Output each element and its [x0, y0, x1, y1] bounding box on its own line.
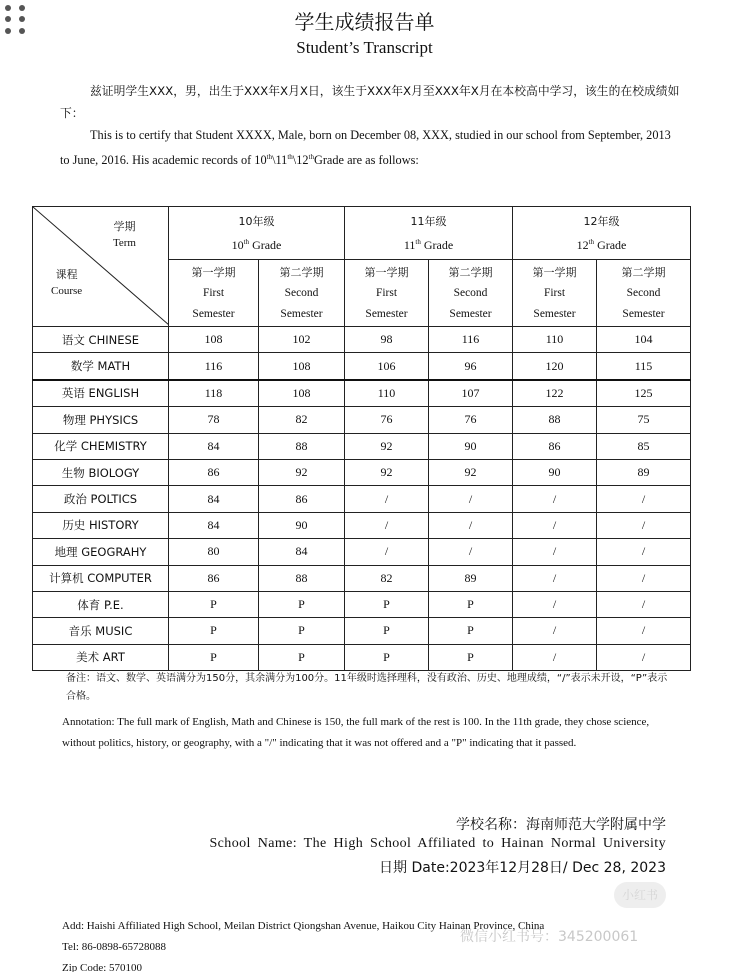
- score-cell: 116: [169, 353, 259, 380]
- subject-cell: 英语 ENGLISH: [33, 380, 169, 407]
- semester-header-first: 第一学期 First Semester: [345, 260, 429, 327]
- subject-cell: 美术 ART: [33, 644, 169, 670]
- score-cell: P: [259, 618, 345, 644]
- score-cell: 82: [345, 565, 429, 591]
- score-cell: /: [513, 591, 597, 617]
- course-label: 课程 Course: [51, 268, 83, 297]
- title-chinese: 学生成绩报告单: [294, 10, 435, 34]
- score-cell: 104: [597, 327, 691, 353]
- score-cell: P: [259, 591, 345, 617]
- score-cell: 108: [259, 353, 345, 380]
- issue-date: 日期 Date:2023年12月28日/ Dec 28, 2023: [379, 860, 666, 876]
- score-cell: 84: [169, 433, 259, 459]
- score-cell: 90: [429, 433, 513, 459]
- score-cell: 110: [345, 380, 429, 407]
- subject-cell: 物理 PHYSICS: [33, 407, 169, 433]
- score-cell: P: [169, 591, 259, 617]
- score-cell: /: [597, 486, 691, 512]
- score-cell: /: [597, 565, 691, 591]
- annotation-english: Annotation: The full mark of English, Math and Chinese is 150, the full mark of the rest is 100. In the 11th grade, they chose science, without politics, history, or geography, with a "/" indicating that it was not offered and a "P" indicating that it passed.: [62, 716, 650, 749]
- score-cell: P: [429, 644, 513, 670]
- table-row: [33, 539, 691, 565]
- certification-paragraph-english: This is to certify that Student XXXX, Male, born on December 08, XXX, studied in our school from September, 2013 to June, 2016. His academic records of 10th\11th\12thGrade are as follows:: [60, 128, 671, 168]
- score-cell: /: [429, 486, 513, 512]
- semester-header-second: 第二学期 Second Semester: [597, 260, 691, 327]
- score-cell: /: [597, 591, 691, 617]
- score-cell: 102: [259, 327, 345, 353]
- score-cell: 122: [513, 380, 597, 407]
- score-cell: P: [429, 618, 513, 644]
- score-cell: 88: [513, 407, 597, 433]
- score-cell: 76: [429, 407, 513, 433]
- score-cell: P: [345, 618, 429, 644]
- score-cell: /: [513, 486, 597, 512]
- score-cell: 92: [429, 459, 513, 485]
- table-row: [33, 512, 691, 538]
- score-cell: 116: [429, 327, 513, 353]
- semester-header-first: 第一学期 First Semester: [169, 260, 259, 327]
- table-row: [33, 459, 691, 485]
- score-cell: 82: [259, 407, 345, 433]
- score-cell: P: [169, 644, 259, 670]
- score-cell: 86: [513, 433, 597, 459]
- score-cell: 75: [597, 407, 691, 433]
- score-cell: P: [259, 644, 345, 670]
- subject-cell: 政治 POLTICS: [33, 486, 169, 512]
- table-row: [33, 644, 691, 670]
- semester-header-second: 第二学期 Second Semester: [259, 260, 345, 327]
- score-cell: /: [513, 512, 597, 538]
- score-cell: /: [513, 644, 597, 670]
- score-cell: /: [513, 618, 597, 644]
- score-cell: 125: [597, 380, 691, 407]
- score-cell: 120: [513, 353, 597, 380]
- score-cell: /: [345, 486, 429, 512]
- score-cell: 86: [169, 565, 259, 591]
- score-cell: 96: [429, 353, 513, 380]
- semester-header-second: 第二学期 Second Semester: [429, 260, 513, 327]
- score-cell: 108: [169, 327, 259, 353]
- score-cell: P: [429, 591, 513, 617]
- school-name-chinese: 学校名称：海南师范大学附属中学: [456, 817, 666, 833]
- score-cell: 92: [345, 459, 429, 485]
- diagonal-header-cell: [33, 207, 169, 327]
- subject-cell: 地理 GEOGRAHY: [33, 539, 169, 565]
- score-cell: /: [597, 512, 691, 538]
- score-cell: 88: [259, 565, 345, 591]
- score-cell: 110: [513, 327, 597, 353]
- score-cell: 118: [169, 380, 259, 407]
- score-cell: 115: [597, 353, 691, 380]
- score-cell: /: [513, 565, 597, 591]
- score-cell: 84: [259, 539, 345, 565]
- semester-header-first: 第一学期 First Semester: [513, 260, 597, 327]
- title-english: Student’s Transcript: [296, 38, 433, 57]
- score-cell: /: [597, 644, 691, 670]
- score-cell: 86: [259, 486, 345, 512]
- score-cell: 106: [345, 353, 429, 380]
- score-cell: 108: [259, 380, 345, 407]
- table-row: [33, 618, 691, 644]
- school-name-english: School Name: The High School Affiliated to Hainan Normal University: [209, 836, 666, 851]
- footer-address: Add: Haishi Affiliated High School, Meilan District Qiongshan Avenue, Haikou City Hainan Province, China: [62, 920, 545, 932]
- footer-telephone: Tel: 86-0898-65728088: [62, 941, 167, 953]
- grade-header-10: 10年级 10th Grade: [169, 207, 345, 260]
- score-cell: P: [345, 591, 429, 617]
- score-cell: 80: [169, 539, 259, 565]
- score-cell: 86: [169, 459, 259, 485]
- score-cell: /: [597, 618, 691, 644]
- score-cell: /: [345, 512, 429, 538]
- score-cell: 76: [345, 407, 429, 433]
- score-cell: 92: [345, 433, 429, 459]
- table-row: [33, 591, 691, 617]
- term-label: 学期 Term: [112, 220, 136, 249]
- score-cell: 88: [259, 433, 345, 459]
- score-cell: 84: [169, 486, 259, 512]
- score-cell: 85: [597, 433, 691, 459]
- score-cell: 89: [429, 565, 513, 591]
- subject-cell: 历史 HISTORY: [33, 512, 169, 538]
- score-cell: P: [169, 618, 259, 644]
- subject-cell: 语文 CHINESE: [33, 327, 169, 353]
- score-cell: /: [429, 539, 513, 565]
- score-cell: 90: [259, 512, 345, 538]
- grade-header-11: 11年级 11th Grade: [345, 207, 513, 260]
- table-row: [33, 327, 691, 353]
- footer-zip-code: Zip Code: 570100: [62, 962, 143, 972]
- score-cell: 98: [345, 327, 429, 353]
- score-cell: 107: [429, 380, 513, 407]
- score-cell: /: [513, 539, 597, 565]
- table-row: [33, 486, 691, 512]
- score-cell: 90: [513, 459, 597, 485]
- score-cell: 84: [169, 512, 259, 538]
- subject-cell: 体育 P.E.: [33, 591, 169, 617]
- table-row: [33, 380, 691, 407]
- table-row: [33, 353, 691, 380]
- watermark-badge: 小红书: [614, 882, 666, 908]
- grade-header-12: 12年级 12th Grade: [513, 207, 691, 260]
- subject-cell: 生物 BIOLOGY: [33, 459, 169, 485]
- watermark-text: 微信小红书号：345200061: [460, 929, 639, 945]
- annotation-chinese: 备注：语文、数学、英语满分为150分，其余满分为100分。11年级时选择理科，没有政治、历史、地理成绩，“/”表示未开设，“P”表示合格。: [66, 673, 668, 702]
- score-cell: 92: [259, 459, 345, 485]
- certification-paragraph-chinese: 兹证明学生XXX，男，出生于XXX年X月X日，该生于XXX年X月至XXX年X月在本校高中学习，该生的在校成绩如下：: [60, 84, 680, 120]
- score-cell: /: [429, 512, 513, 538]
- subject-cell: 数学 MATH: [33, 353, 169, 380]
- grade-rows: [33, 327, 691, 671]
- table-row: [33, 565, 691, 591]
- table-row: [33, 433, 691, 459]
- score-cell: P: [345, 644, 429, 670]
- subject-cell: 计算机 COMPUTER: [33, 565, 169, 591]
- score-cell: /: [345, 539, 429, 565]
- transcript-table: [32, 206, 691, 671]
- score-cell: 78: [169, 407, 259, 433]
- table-row: [33, 407, 691, 433]
- score-cell: 89: [597, 459, 691, 485]
- subject-cell: 音乐 MUSIC: [33, 618, 169, 644]
- subject-cell: 化学 CHEMISTRY: [33, 433, 169, 459]
- diagonal-line: [33, 207, 169, 325]
- score-cell: /: [597, 539, 691, 565]
